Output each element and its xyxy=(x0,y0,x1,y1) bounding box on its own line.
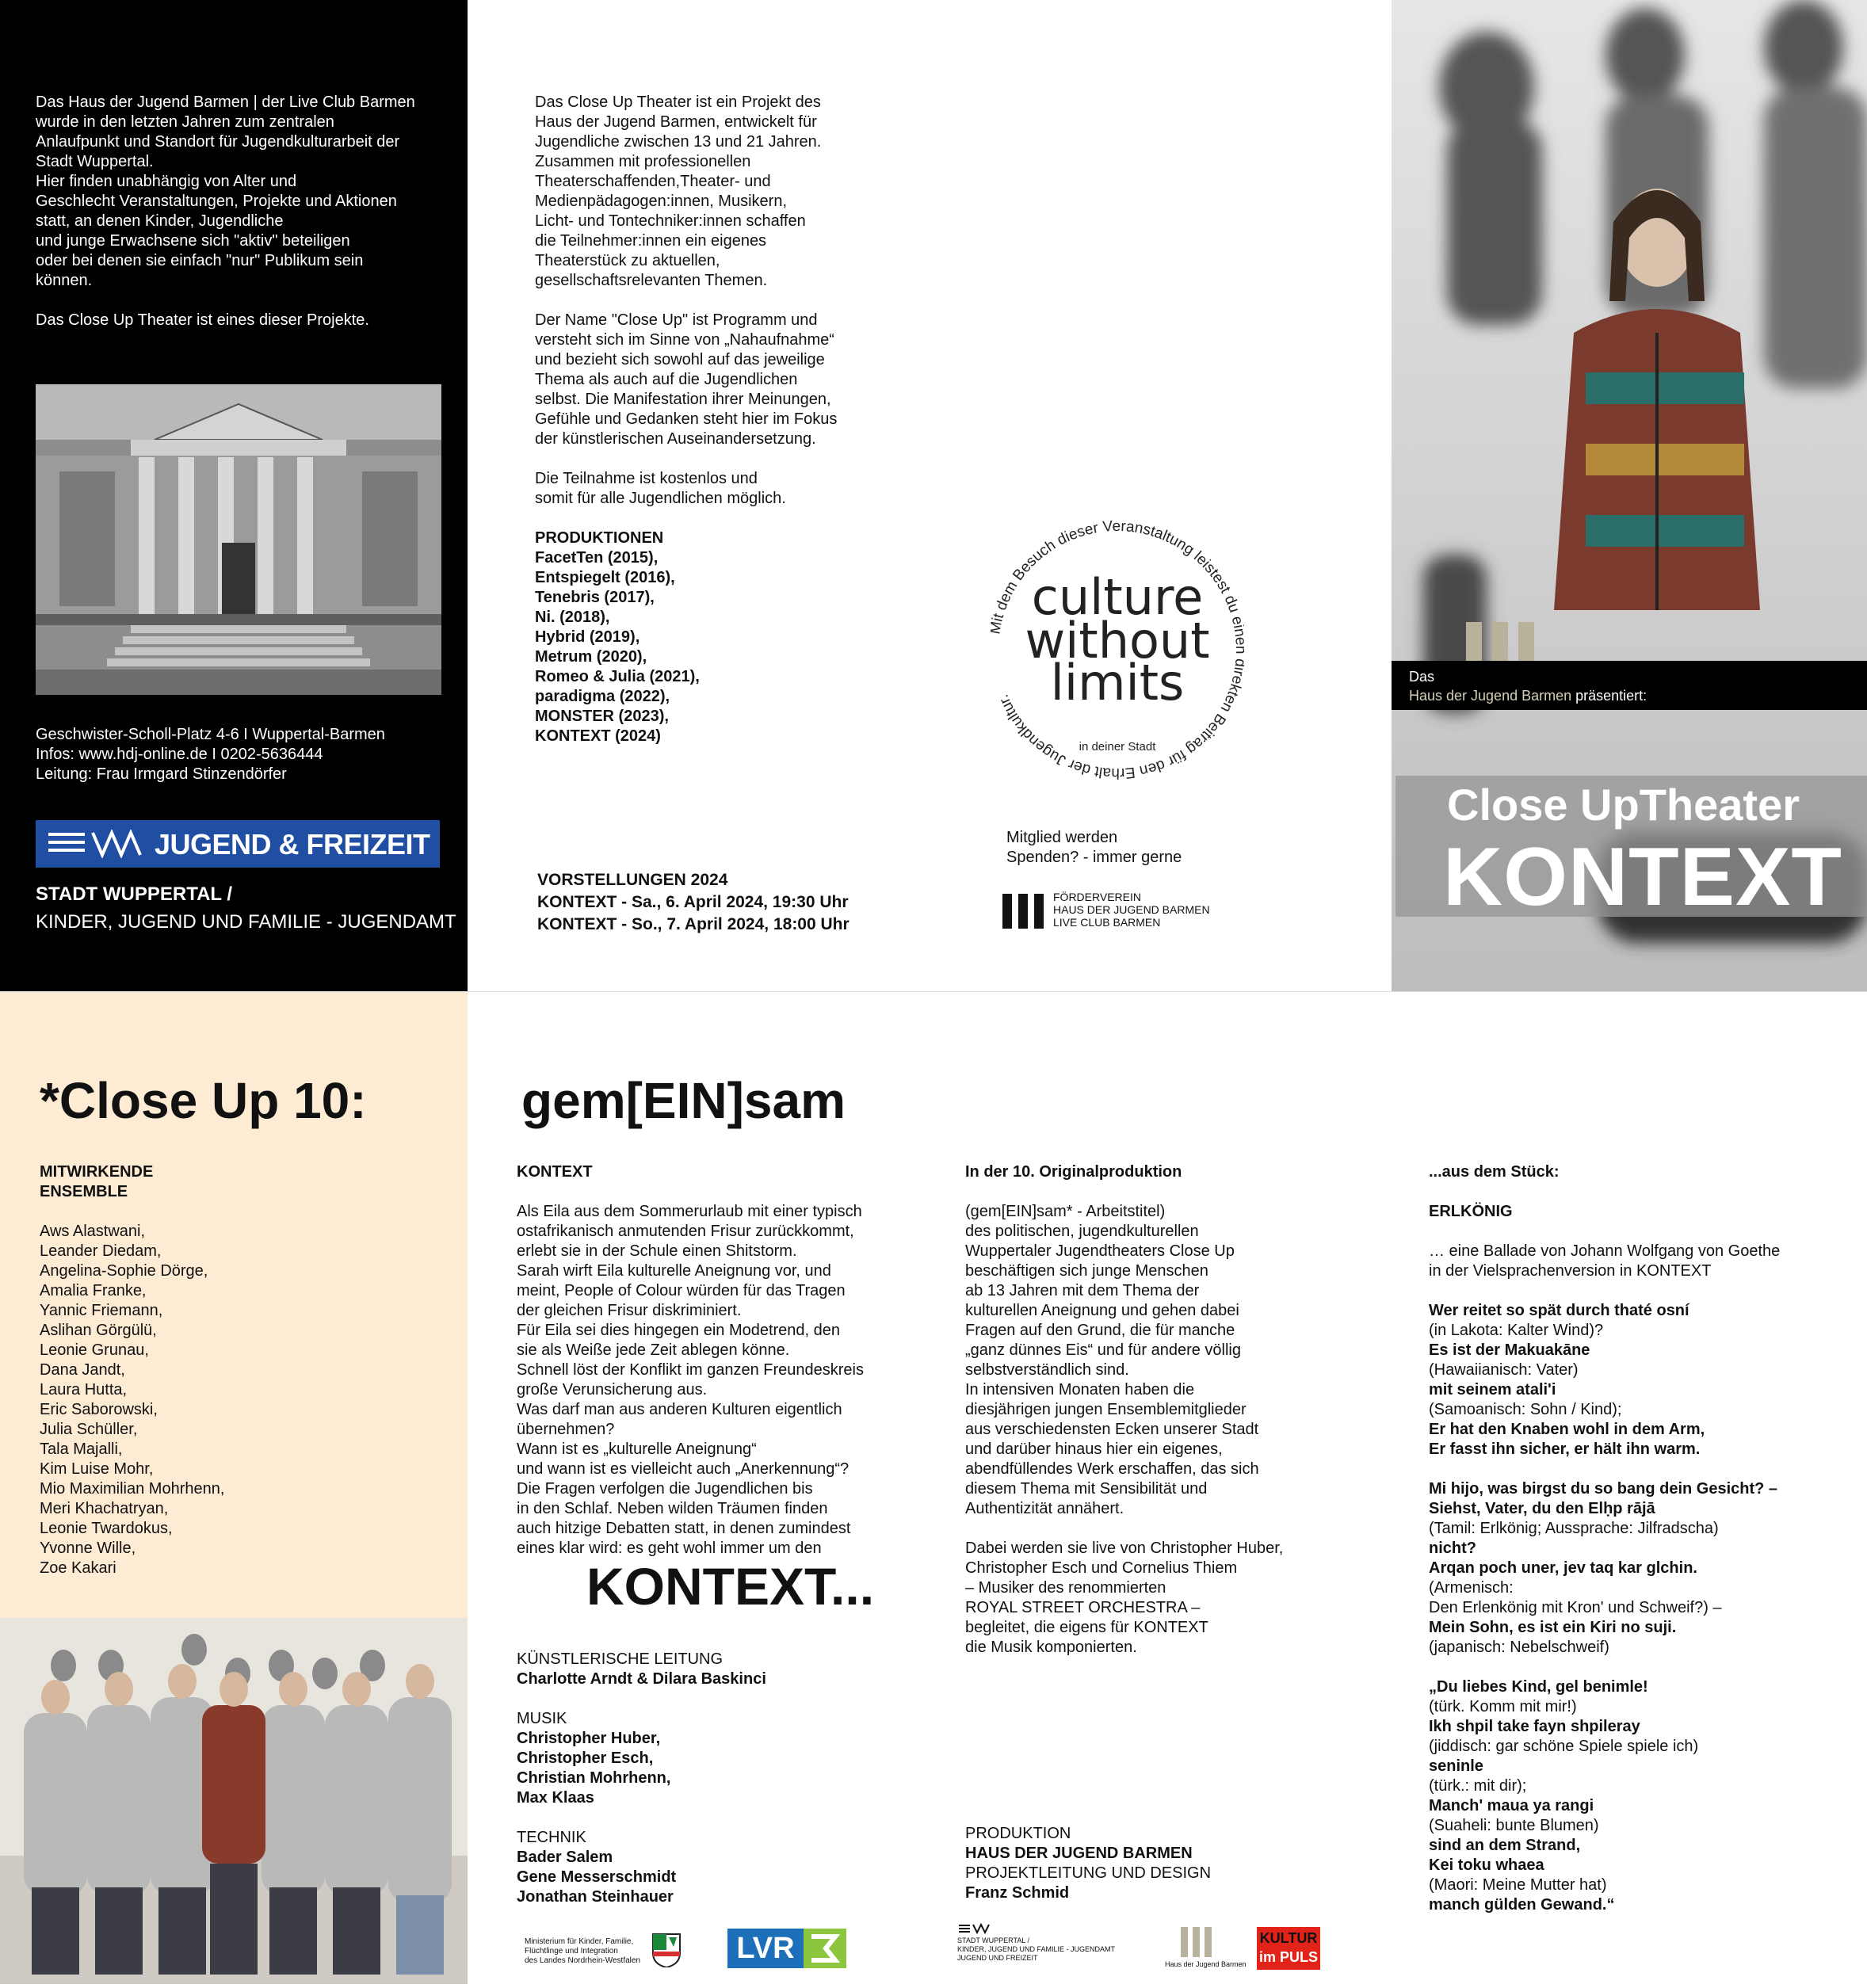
poem-line: (japanisch: Nebelschweif) xyxy=(1429,1639,1609,1656)
das-label: Das xyxy=(1409,669,1435,685)
credit-label-leitung: KÜNSTLERISCHE LEITUNG xyxy=(517,1650,724,1668)
kultur-im-puls-logo xyxy=(1257,1927,1320,1970)
poem-line: Ikh shpil take fayn shpileray xyxy=(1429,1718,1640,1735)
jugend-freizeit-label: JUGEND & FREIZEIT xyxy=(155,828,430,860)
poem-line: (türk.: mit dir); xyxy=(1429,1777,1527,1795)
poem-line: Mi hijo, was birgst du so bang dein Gesicht? – xyxy=(1429,1480,1778,1498)
cwl-culture: culture xyxy=(1031,568,1204,626)
poem-line: Mein Sohn, es ist ein Kiri no suji. xyxy=(1429,1619,1677,1636)
design-label: PROJEKTLEITUNG UND DESIGN xyxy=(965,1864,1212,1882)
poem-line: (Armenisch: xyxy=(1429,1579,1514,1597)
cwl-without: without xyxy=(1025,612,1210,670)
poem-line: (Suaheli: bunte Blumen) xyxy=(1429,1817,1599,1834)
performances: VORSTELLUNGEN 2024 KONTEXT - Sa., 6. April 2024, 19:30 Uhr KONTEXT - So., 7. April 2024, 18:00 Uhr xyxy=(537,871,850,933)
poem-line xyxy=(1429,1658,1857,1677)
productions-list: FacetTen (2015), Entspiegelt (2016), Tenebris (2017), Ni. (2018), Hybrid (2019), Metrum (2020), Romeo & Julia (2021), paradigma (2022), MONSTER (2023), KONTEXT (2024) xyxy=(535,549,700,745)
city-subtitle: KINDER, JUGEND UND FAMILIE - JUGENDAMT xyxy=(36,911,456,933)
ensemble-panel xyxy=(0,992,468,1984)
info-panel-black xyxy=(0,0,468,992)
kontext-text: Als Eila aus dem Sommerurlaub mit einer typisch ostafrikanisch anmutenden Frisur zurückkommt, erlebt sie in der Schule einen Shitstorm. Sarah wirft Eila kulturelle Aneignung vor, und meint, People of Colour würden für das Tragen der gleichen Frisur diskriminiert. Für Eila sei dies hingegen ein Modetrend, den sie als Weiße jede Zeit ablegen könne. Schnell löst der Konflikt im ganzen Freundeskreis große Verunsicherung aus. Was darf man aus anderen Kulturen eigentlich übernehmen? Wann ist es „kulturelle Aneignung“ und wann ist es vielleicht auch „Anerkennung“? Die Fragen verfolgen die Jugendlichen bis in den Schlaf. Neben wilden Träumen finden auch hitzige Debatten statt, in denen zumindest eines klar wird: es geht wohl immer um den xyxy=(517,1203,864,1557)
lvr-mark-icon xyxy=(804,1929,846,1968)
cover-subtitle: KONTEXT xyxy=(1443,831,1842,923)
poem-line xyxy=(1429,1460,1857,1479)
wuppertal-small-icon xyxy=(957,1923,992,1934)
design-name: Franz Schmid xyxy=(965,1884,1070,1902)
credit-label-technik: TECHNIK xyxy=(517,1829,586,1846)
building-photo xyxy=(36,384,441,695)
poem-line: Wer reitet so spät durch thaté osní xyxy=(1429,1302,1689,1319)
im-puls-label: im PULS xyxy=(1258,1949,1318,1965)
cover-panel xyxy=(1392,0,1867,992)
poem-line: manch gülden Gewand.“ xyxy=(1429,1896,1615,1914)
kontext-title: KONTEXT xyxy=(517,1163,593,1181)
poem-line: (Samoanisch: Sohn / Kind); xyxy=(1429,1401,1622,1418)
ensemble-list: Aws Alastwani, Leander Diedam, Angelina-Sophie Dörge, Amalia Franke, Yannic Friemann, Aslihan Görgülü, Leonie Grunau, Dana Jandt, Laura Hutta, Eric Saborowski, Julia Schüller, Tala Majalli, Kim Luise Mohr, Mio Maximilian Mohrhenn, Meri Khachatryan, Leonie Twardokus, Yvonne Wille, Zoe Kakari xyxy=(40,1223,225,1577)
poem-line: mit seinem atali'i xyxy=(1429,1381,1556,1398)
production-credits xyxy=(965,1824,1346,1903)
jugend-freizeit-logo xyxy=(36,820,440,868)
poem-line: Er fasst ihn sicher, er hält ihn warm. xyxy=(1429,1440,1701,1458)
credit-names-leitung: Charlotte Arndt & Dilara Baskinci xyxy=(517,1670,766,1688)
poem-line: Kei toku whaea xyxy=(1429,1856,1544,1874)
poem-line: (türk. Komm mit mir!) xyxy=(1429,1698,1577,1715)
presents-line xyxy=(1409,688,1647,704)
credit-names-musik: Christopher Huber, Christopher Esch, Christian Mohrhenn, Max Klaas xyxy=(517,1730,671,1807)
foerderverein-logo xyxy=(1001,891,1215,932)
address-text: Geschwister-Scholl-Platz 4-6 I Wuppertal-Barmen Infos: www.hdj-online.de I 0202-5636444 Leitung: Frau Irmgard Stinzendörfer xyxy=(36,726,385,783)
poem-line: Er hat den Knaben wohl in dem Arm, xyxy=(1429,1421,1705,1438)
circle-slogan-text: it dem Besuch dieser Veranstaltung leistest du ekten Beitrag für den Erhalt der Jugendkultur. xyxy=(991,517,1244,782)
lvr-logo xyxy=(727,1929,846,1968)
kultur-label: KULTUR xyxy=(1259,1930,1318,1946)
erlkoenig-title: ERLKÖNIG xyxy=(1429,1203,1513,1220)
poem-line: Manch' maua ya rangi xyxy=(1429,1797,1594,1814)
poem-line: (Maori: Meine Mutter hat) xyxy=(1429,1876,1607,1894)
poem-line: sind an dem Strand, xyxy=(1429,1837,1581,1854)
orig-title: In der 10. Originalproduktion xyxy=(965,1163,1182,1181)
poem-line: „Du liebes Kind, gel benimle! xyxy=(1429,1678,1648,1696)
intro-text: Das Haus der Jugend Barmen | der Live Club Barmen wurde in den letzten Jahren zum zentralen Anlaufpunkt und Standort für Jugendkulturarbeit der Stadt Wuppertal. Hier finden unabhängig von Alter und Geschlecht Veranstaltungen, Projekte und Aktionen statt, an denen Kinder, Jugendliche und junge Erwachsene sich "aktiv" beteiligen oder bei denen sie einfach "nur" Publikum sein können. Das Close Up Theater ist eines dieser Projekte. xyxy=(36,93,415,329)
productions-title: PRODUKTIONEN xyxy=(535,529,664,547)
production-label: PRODUKTION xyxy=(965,1825,1071,1842)
credits xyxy=(517,1650,897,1907)
stadt-small-text: STADT WUPPERTAL / KINDER, JUGEND UND FAMILIE - JUGENDAMT JUGEND UND FREIZEIT xyxy=(957,1936,1116,1962)
orig-text: (gem[EIN]sam* - Arbeitstitel) des politischen, jugendkulturellen Wuppertaler Jugendtheaters Close Up beschäftigen sich junge Menschen ab 13 Jahren mit dem Thema der kulturellen Aneignung und gehen dabei Fragen auf den Grund, die für manche „ganz dünnes Eis“ und für andere völlig selbstverständlich sind. In intensiven Monaten haben die diesjährigen jungen Ensemblemitglieder aus verschiedensten Ecken unserer Stadt und darüber hinaus hier ein eigenes, abendfüllendes Werk erschaffen, das sich diesem Thema mit Sensibilität und Authentizität annähert. Dabei werden sie live von Christopher Huber, Christopher Esch und Cornelius Thiem – Musiker des renommierten ROYAL STREET ORCHESTRA – begleitet, die eigens für KONTEXT die Musik komponierten. xyxy=(965,1203,1284,1656)
content-panel xyxy=(468,992,1867,1984)
ministry-logo xyxy=(525,1931,683,1971)
headline-left: *Close Up 10: xyxy=(40,1072,367,1129)
wuppertal-logo-icon xyxy=(45,830,148,858)
headline-right: gem[EIN]sam xyxy=(521,1072,846,1129)
ministry-text: Ministerium für Kinder, Familie, Flüchtlinge und Integration des Landes Nordrhein-Westfalen xyxy=(525,1937,641,1965)
member-text: Mitglied werden Spenden? - immer gerne xyxy=(1006,829,1182,866)
poem-line: Arqan poch uner, jev taq kar glchin. xyxy=(1429,1559,1697,1577)
cwl-limits: limits xyxy=(1050,654,1185,712)
poem-line: Siehst, Vater, du den Elḥp rājā xyxy=(1429,1500,1655,1517)
poem-line: (Hawaiianisch: Vater) xyxy=(1429,1361,1579,1379)
culture-without-limits-badge xyxy=(991,495,1244,796)
hdj-bars-icon xyxy=(1001,892,1045,930)
lvr-label: LVR xyxy=(727,1929,804,1968)
poem-line: (Tamil: Erlkönig; Aussprache: Jilfradscha) xyxy=(1429,1520,1719,1537)
project-description: Das Close Up Theater ist ein Projekt des Haus der Jugend Barmen, entwickelt für Jugendliche zwischen 13 und 21 Jahren. Zusammen mit professionellen Theaterschaffenden,Theater- und Medienpädagogen:innen, Musikern, Licht- und Tontechniker:innen schaffen die Teilnehmer:innen ein eigenes Theaterstück zu aktuellen, gesellschaftsrelevanten Themen. Der Name "Close Up" ist Programm und versteht sich im Sinne von „Nahaufnahme“ und bezieht sich sowohl auf das jeweilige Thema als auch auf die Jugendlichen selbst. Die Manifestation ihrer Meinungen, Gefühle und Gedanken steht hier im Fokus der künstlerischen Auseinandersetzung. Die Teilnahme ist kostenlos und somit für alle Jugendlichen möglich. xyxy=(535,93,838,507)
cover-title: Close UpTheater xyxy=(1447,780,1800,830)
piece-title: ...aus dem Stück: xyxy=(1429,1163,1560,1181)
foerderverein-text: FÖRDERVEREIN HAUS DER JUGEND BARMEN LIVE CLUB BARMEN xyxy=(1053,891,1210,929)
presents-name: Haus der Jugend Barmen xyxy=(1409,688,1572,704)
stadt-wuppertal-small-logo xyxy=(957,1923,1147,1971)
poem-line: (jiddisch: gar schöne Spiele spiele ich) xyxy=(1429,1738,1699,1755)
ensemble-photo xyxy=(0,1618,468,1984)
hdj-small-text: Haus der Jugend Barmen xyxy=(1165,1960,1247,1968)
presents-suffix: präsentiert: xyxy=(1571,688,1647,704)
credit-label-musik: MUSIK xyxy=(517,1710,567,1727)
hdj-small-logo xyxy=(1165,1927,1252,1971)
ensemble-title: MITWIRKENDE ENSEMBLE xyxy=(40,1163,154,1200)
info-panel-middle xyxy=(468,0,1392,992)
nrw-crest-icon xyxy=(651,1933,682,1967)
poem-line: nicht? xyxy=(1429,1540,1476,1557)
kontext-big: KONTEXT... xyxy=(586,1557,875,1616)
cwl-subtitle: in deiner Stadt xyxy=(1079,740,1156,754)
city-title: STADT WUPPERTAL / xyxy=(36,883,232,905)
poem-line: Es ist der Makuakāne xyxy=(1429,1341,1590,1359)
poem-line: Den Erlenkönig mit Kron' und Schweif?) – xyxy=(1429,1599,1722,1616)
production-name: HAUS DER JUGEND BARMEN xyxy=(965,1845,1193,1862)
hdj-small-bars-icon xyxy=(1181,1927,1212,1957)
poem xyxy=(1429,1301,1857,1915)
presents-band xyxy=(1392,661,1867,710)
poem-line: seninle xyxy=(1429,1757,1483,1775)
credit-names-technik: Bader Salem Gene Messerschmidt Jonathan Steinhauer xyxy=(517,1849,677,1906)
poem-line: (in Lakota: Kalter Wind)? xyxy=(1429,1322,1604,1339)
erlkoenig-intro: … eine Ballade von Johann Wolfgang von Goethe in der Vielsprachenversion in KONTEXT xyxy=(1429,1242,1781,1280)
